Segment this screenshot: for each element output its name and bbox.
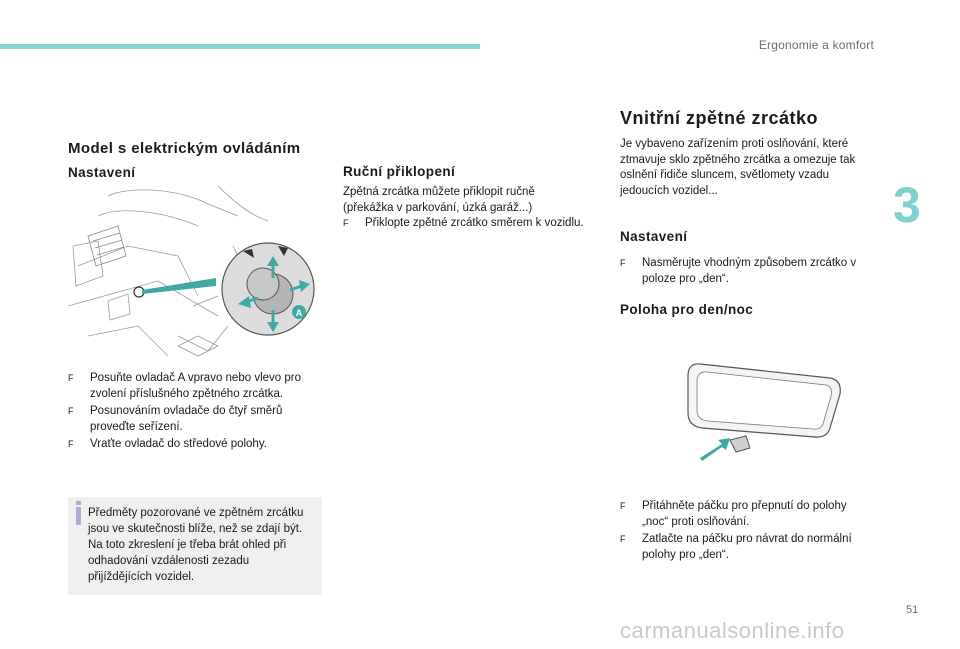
info-note bbox=[68, 497, 322, 595]
section-title: Ergonomie a komfort bbox=[758, 38, 874, 52]
right-section2-title: Poloha pro den/noc bbox=[620, 302, 754, 317]
bullet-text: Vraťte ovladač do středové polohy. bbox=[90, 438, 267, 450]
bullet-text: Posunováním ovladače do čtyř směrů proveďte seřízení. bbox=[90, 405, 283, 433]
bullet-text: Nasměrujte vhodným způsobem zrcátko v poloze pro „den“. bbox=[642, 257, 857, 285]
right-section1-title: Nastavení bbox=[620, 229, 688, 244]
list-item bbox=[68, 404, 318, 435]
list-item bbox=[68, 437, 318, 453]
bullet-marker: F bbox=[620, 258, 626, 268]
bullet-marker: F bbox=[68, 439, 74, 449]
list-item bbox=[620, 532, 875, 563]
bullet-marker: F bbox=[343, 218, 349, 228]
left-subtitle: Nastavení bbox=[68, 165, 136, 180]
right-section2-list bbox=[620, 499, 875, 565]
middle-bullet-list bbox=[343, 216, 608, 234]
page-number: 51 bbox=[906, 604, 919, 616]
bullet-marker: F bbox=[68, 406, 74, 416]
bullet-text: Posuňte ovladač A vpravo nebo vlevo pro zvolení příslušného zpětného zrcátka. bbox=[90, 372, 301, 400]
list-item bbox=[343, 216, 608, 232]
left-bullet-list bbox=[68, 371, 318, 455]
header-accent-bar bbox=[0, 44, 480, 49]
right-section1-list bbox=[620, 256, 875, 289]
info-note-text: Předměty pozorované ve zpětném zrcátku jsou ve skutečnosti blíže, než se zdají být. Na toto zkreslení je třeba brát ohled při odhadování vzdálenosti zezadu přijíždějících vozidel. bbox=[88, 507, 304, 583]
right-text: Je vybaveno zařízením proti oslňování, které ztmavuje sklo zpětného zrcátka a omezuje tak oslnění řidiče sluncem, světlomety vzadu jedoucích vozidel... bbox=[620, 138, 856, 197]
list-item bbox=[620, 499, 875, 530]
bullet-marker: F bbox=[68, 373, 74, 383]
bullet-text: Přiklopte zpětné zrcátko směrem k vozidlu. bbox=[365, 217, 584, 229]
watermark: carmanualsonline.info bbox=[620, 618, 845, 643]
bullet-text: Zatlačte na páčku pro návrat do normální polohy pro „den“. bbox=[642, 533, 852, 561]
list-item bbox=[620, 256, 875, 287]
left-title: Model s elektrickým ovládáním bbox=[68, 140, 301, 157]
rearview-mirror-illustration bbox=[680, 358, 850, 468]
info-icon bbox=[76, 507, 81, 525]
middle-text: Zpětná zrcátka můžete přiklopit ručně (překážka v parkování, úzká garáž...) bbox=[343, 186, 535, 214]
bullet-text: Přitáhněte páčku pro přepnutí do polohy „noc“ proti oslňování. bbox=[642, 500, 847, 528]
list-item bbox=[68, 371, 318, 402]
bullet-marker: F bbox=[620, 501, 626, 511]
bullet-marker: F bbox=[620, 534, 626, 544]
chapter-number: 3 bbox=[893, 177, 921, 233]
callout-a-label: A bbox=[295, 308, 303, 318]
middle-title: Ruční přiklopení bbox=[343, 164, 456, 179]
info-icon-dot bbox=[76, 501, 81, 505]
right-title: Vnitřní zpětné zrcátko bbox=[620, 108, 819, 128]
mirror-control-illustration bbox=[68, 186, 320, 361]
